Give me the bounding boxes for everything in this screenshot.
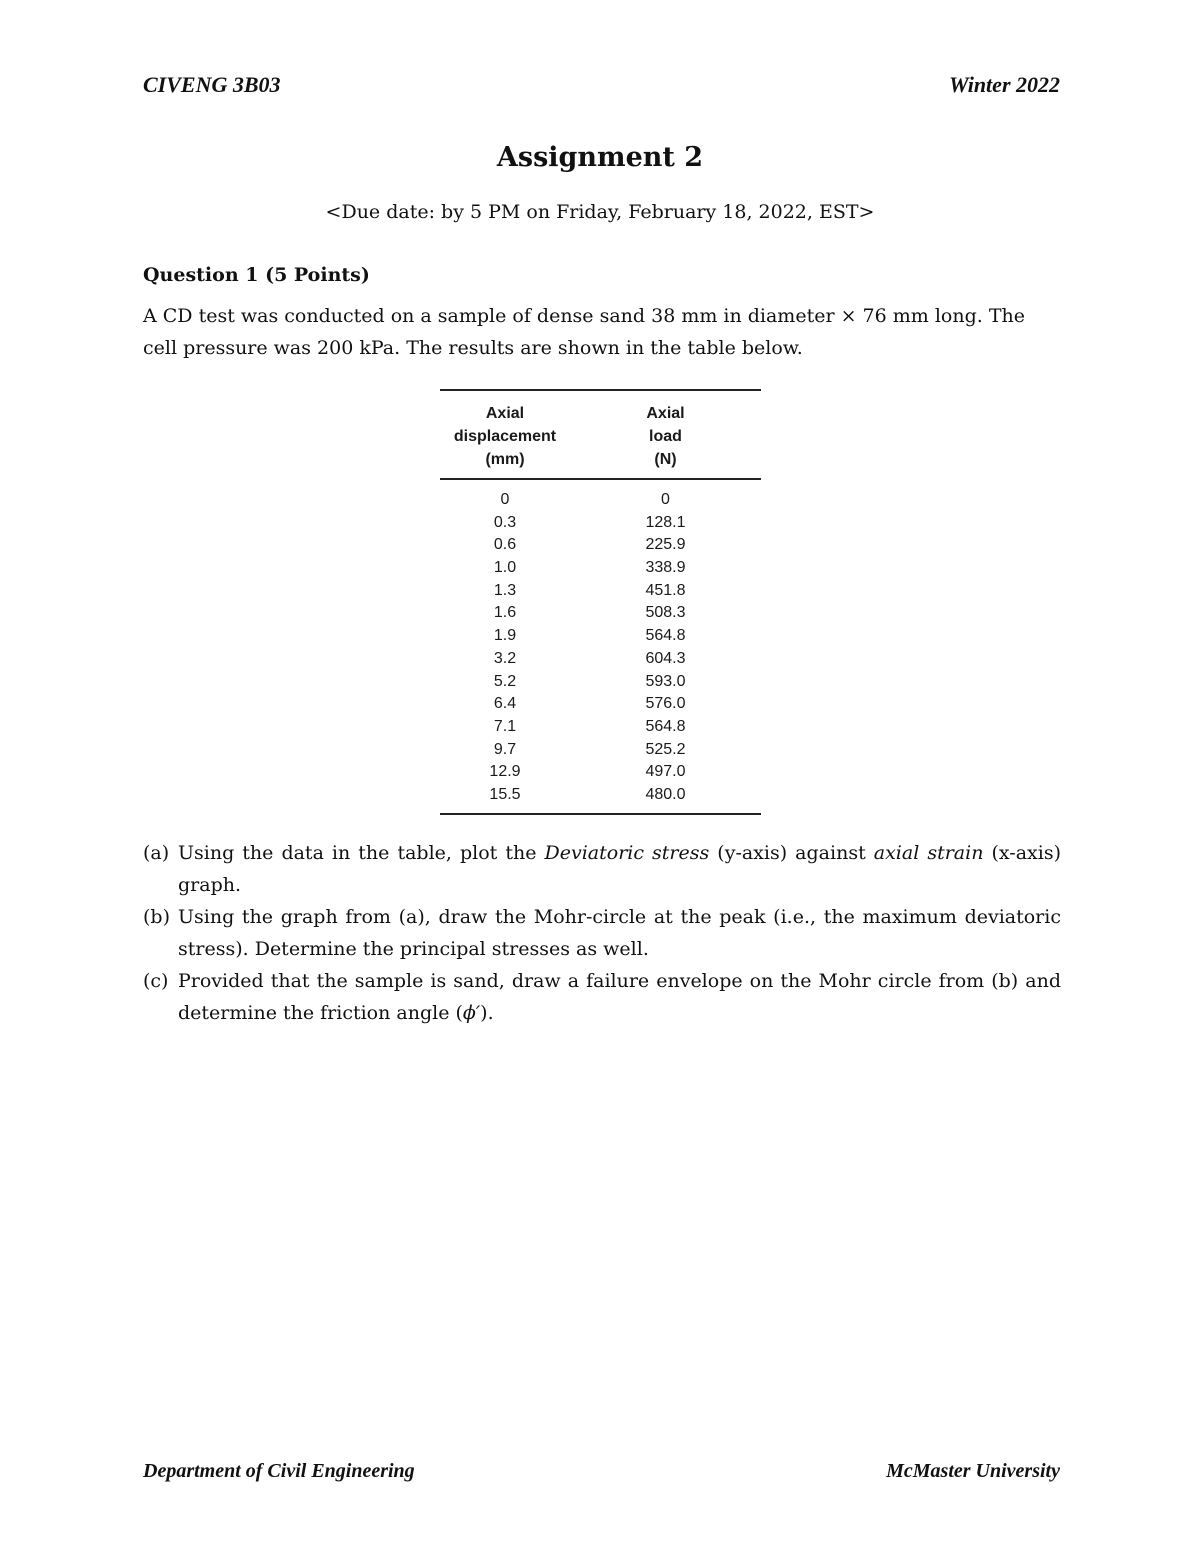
deviatoric-stress-term: Deviatoric stress — [544, 842, 710, 864]
load-cell: 338.9 — [645, 559, 686, 577]
table-row — [440, 693, 761, 716]
table-row — [440, 761, 761, 784]
part-a-label: (a) — [143, 842, 170, 864]
displacement-cell: 5.2 — [493, 672, 517, 690]
load-cell: 525.2 — [645, 740, 686, 758]
footer-department: Department of Civil Engineering — [143, 1460, 415, 1482]
term: Winter 2022 — [948, 72, 1060, 97]
part-b-text: Using the graph from (a), draw the Mohr-circle at the peak (i.e., the maximum deviatoric stress). Determine the principal stresses as well. — [178, 906, 1061, 960]
results-table — [440, 389, 761, 815]
header-line: displacement — [453, 428, 557, 445]
footer-university: McMaster University — [886, 1460, 1060, 1482]
displacement-cell: 3.2 — [493, 649, 517, 667]
load-cell: 451.8 — [645, 581, 686, 599]
table-row — [440, 557, 761, 580]
load-cell: 576.0 — [645, 695, 686, 713]
part-a-text-5: (x-axis) graph. — [178, 842, 1061, 896]
displacement-cell: 9.7 — [493, 740, 517, 758]
table-header — [440, 391, 761, 474]
load-cell: 604.3 — [645, 649, 686, 667]
load-cell: 480.0 — [645, 785, 686, 803]
displacement-cell: 6.4 — [493, 695, 517, 713]
displacement-cell: 1.0 — [493, 559, 517, 577]
displacement-cell: 0 — [500, 491, 510, 508]
displacement-cell: 1.6 — [493, 604, 517, 622]
displacement-cell: 12.9 — [489, 763, 521, 781]
table-row — [440, 534, 761, 557]
axial-strain-term: axial strain — [873, 842, 984, 864]
displacement-cell: 1.9 — [493, 627, 517, 645]
table-row — [440, 580, 761, 603]
due-date: <Due date: by 5 PM on Friday, February 18, 2022, EST> — [325, 201, 875, 223]
table-row — [440, 739, 761, 762]
friction-angle-symbol: ϕ′ — [462, 1002, 481, 1024]
part-a-text — [178, 837, 1061, 901]
header-line: load — [649, 428, 682, 445]
header-line: (mm) — [485, 451, 525, 468]
column-header-load — [570, 402, 761, 471]
part-a — [143, 837, 1061, 901]
displacement-cell: 0.3 — [493, 513, 517, 531]
table-row — [440, 648, 761, 671]
load-cell: 128.1 — [645, 513, 686, 531]
part-c-text-2: ). — [480, 1002, 494, 1024]
question-parts — [143, 837, 1061, 1029]
table-row — [440, 671, 761, 694]
table-body — [440, 480, 761, 809]
part-b-label: (b) — [143, 906, 170, 928]
table-row — [440, 602, 761, 625]
load-cell: 564.8 — [645, 627, 686, 645]
load-cell: 225.9 — [645, 536, 686, 554]
part-b — [143, 901, 1061, 965]
load-cell: 593.0 — [645, 672, 686, 690]
displacement-cell: 1.3 — [493, 581, 517, 599]
load-cell: 0 — [661, 491, 670, 508]
load-cell: 497.0 — [645, 763, 686, 781]
part-c-label: (c) — [143, 970, 169, 992]
table-bottom-rule — [440, 813, 761, 815]
load-cell: 508.3 — [645, 604, 686, 622]
displacement-cell: 15.5 — [489, 785, 521, 803]
table-row — [440, 625, 761, 648]
part-a-text-3: (y-axis) against — [709, 842, 874, 864]
header-line: Axial — [485, 405, 525, 422]
displacement-cell: 0.6 — [493, 536, 517, 554]
load-cell: 564.8 — [645, 717, 686, 735]
table-row — [440, 716, 761, 739]
question-heading: Question 1 (5 Points) — [143, 264, 370, 286]
course-code: CIVENG 3B03 — [143, 72, 281, 97]
table-row — [440, 489, 761, 512]
header-line: (N) — [654, 451, 677, 468]
table-row — [440, 512, 761, 535]
part-c-text — [178, 965, 1061, 1029]
part-c-text-1: Provided that the sample is sand, draw a failure envelope on the Mohr circle from (b) and determine the friction angle ( — [178, 970, 1061, 1024]
displacement-cell: 7.1 — [493, 717, 517, 735]
part-c — [143, 965, 1061, 1029]
question-intro: A CD test was conducted on a sample of dense sand 38 mm in diameter × 76 mm long. The cell pressure was 200 kPa. The results are shown in the table below. — [143, 305, 1025, 359]
page-title: Assignment 2 — [496, 142, 704, 173]
part-a-text-1: Using the data in the table, plot the — [178, 842, 545, 864]
table-row — [440, 784, 761, 807]
column-header-displacement — [440, 402, 570, 471]
header-line: Axial — [646, 405, 685, 422]
